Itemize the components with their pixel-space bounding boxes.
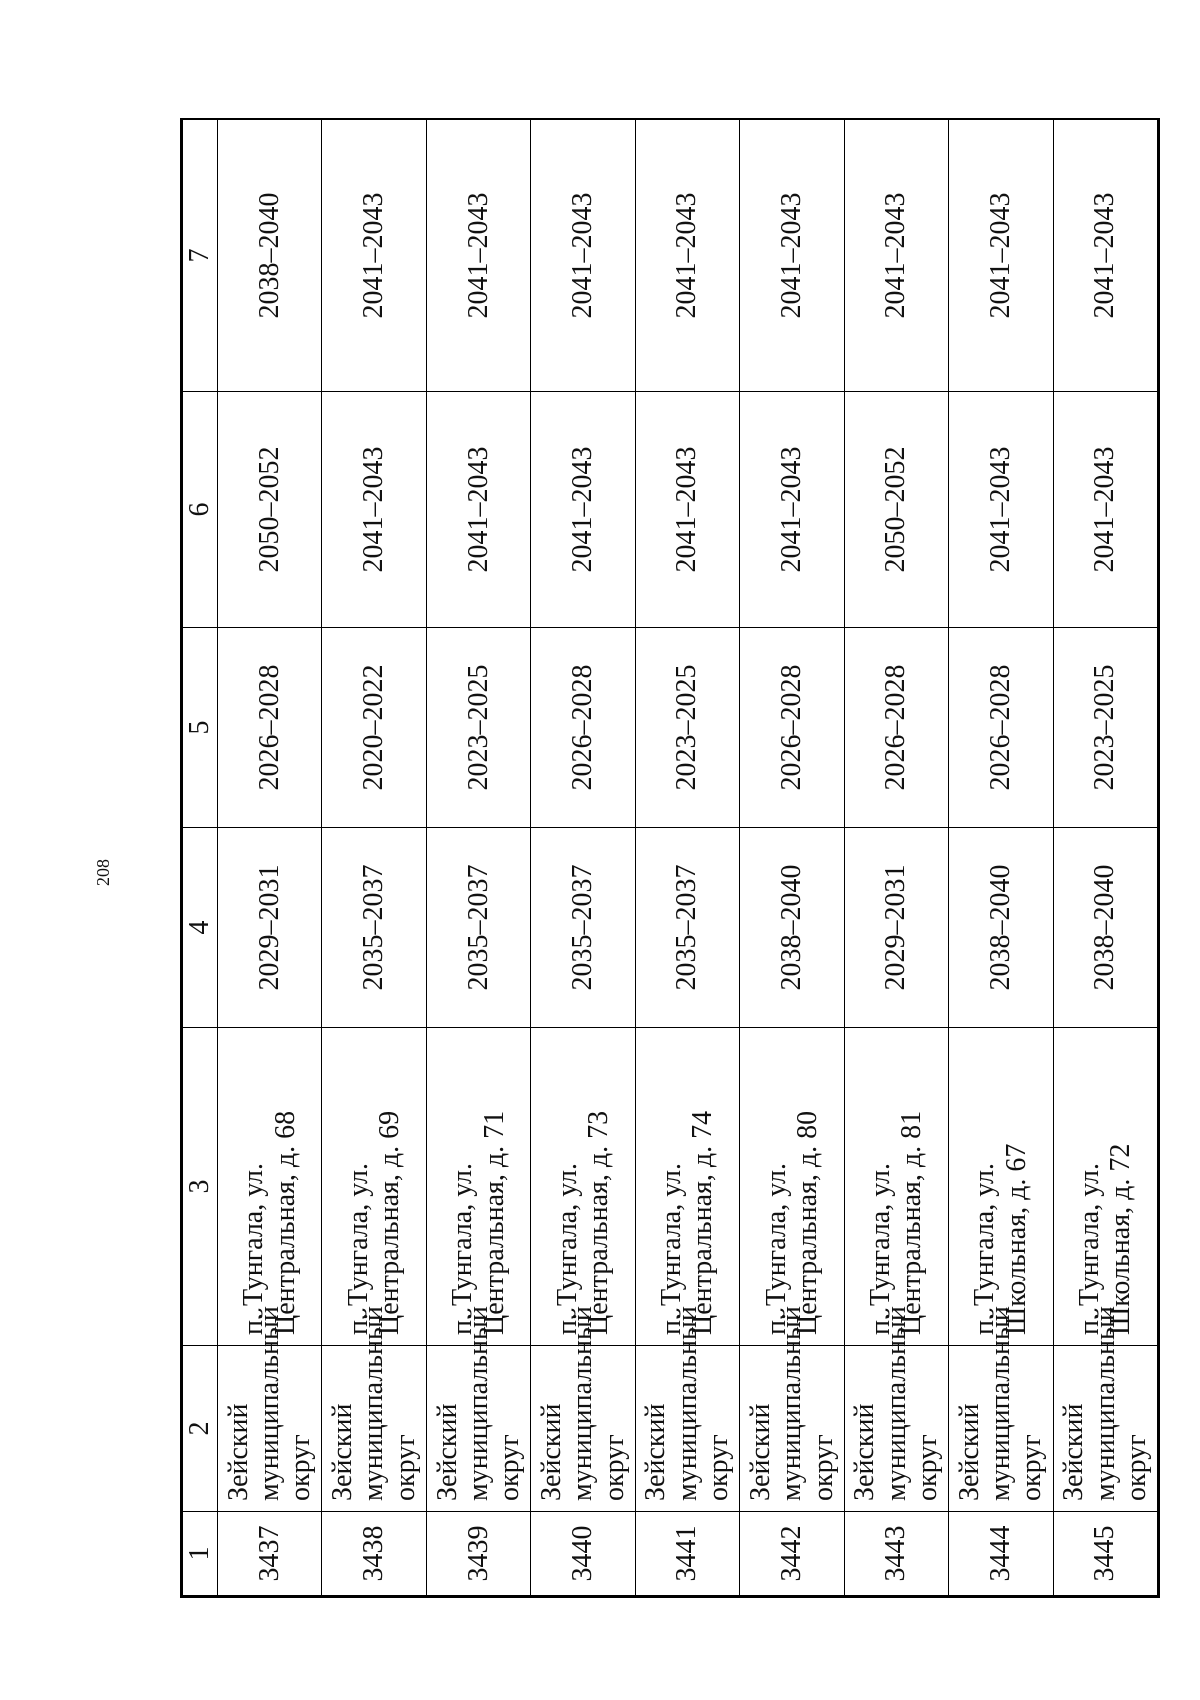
table-row [740,120,844,1596]
municipal-district: Зейский муниципальный округ [1053,1346,1158,1512]
row-number: 3441 [635,1512,739,1596]
period-col-7: 2041–2043 [1053,120,1158,392]
address: п. Тунгала, ул. Центральная, д. 68 [218,1028,322,1346]
schedule-table [182,119,1158,1596]
period-col-6: 2050–2052 [844,392,948,628]
period-col-4: 2035–2037 [426,828,530,1028]
column-header: 7 [183,120,218,392]
period-col-7: 2041–2043 [426,120,530,392]
period-col-5: 2023–2025 [635,628,739,828]
header-row [183,120,218,1596]
row-number: 3439 [426,1512,530,1596]
address: п. Тунгала, ул. Центральная, д. 69 [322,1028,426,1346]
period-col-7: 2041–2043 [740,120,844,392]
period-col-7: 2041–2043 [322,120,426,392]
period-col-6: 2041–2043 [1053,392,1158,628]
municipal-district: Зейский муниципальный округ [531,1346,635,1512]
period-col-4: 2035–2037 [531,828,635,1028]
address: п. Тунгала, ул. Центральная, д. 71 [426,1028,530,1346]
period-col-5: 2023–2025 [1053,628,1158,828]
column-header: 5 [183,628,218,828]
table-row [949,120,1053,1596]
period-col-6: 2041–2043 [426,392,530,628]
table-container [180,118,1160,1598]
column-header: 2 [183,1346,218,1512]
period-col-6: 2041–2043 [322,392,426,628]
period-col-6: 2050–2052 [218,392,322,628]
address: п. Тунгала, ул. Центральная, д. 81 [844,1028,948,1346]
period-col-4: 2038–2040 [740,828,844,1028]
address: п. Тунгала, ул. Центральная, д. 74 [635,1028,739,1346]
rotated-table-layer [182,120,1158,1596]
address: п. Тунгала, ул. Центральная, д. 80 [740,1028,844,1346]
period-col-7: 2041–2043 [635,120,739,392]
period-col-5: 2026–2028 [844,628,948,828]
table-body [218,120,1158,1596]
period-col-5: 2026–2028 [218,628,322,828]
period-col-5: 2020–2022 [322,628,426,828]
address: п. Тунгала, ул. Центральная, д. 73 [531,1028,635,1346]
period-col-7: 2041–2043 [949,120,1053,392]
municipal-district: Зейский муниципальный округ [218,1346,322,1512]
table-row [322,120,426,1596]
period-col-7: 2038–2040 [218,120,322,392]
address: п. Тунгала, ул. Школьная, д. 72 [1053,1028,1158,1346]
period-col-6: 2041–2043 [949,392,1053,628]
period-col-4: 2038–2040 [1053,828,1158,1028]
column-header: 6 [183,392,218,628]
column-header: 3 [183,1028,218,1346]
row-number: 3438 [322,1512,426,1596]
period-col-4: 2035–2037 [635,828,739,1028]
column-header: 1 [183,1512,218,1596]
row-number: 3440 [531,1512,635,1596]
table-row [218,120,322,1596]
table-row [531,120,635,1596]
table-row [1053,120,1158,1596]
period-col-4: 2038–2040 [949,828,1053,1028]
period-col-7: 2041–2043 [844,120,948,392]
municipal-district: Зейский муниципальный округ [635,1346,739,1512]
row-number: 3443 [844,1512,948,1596]
period-col-6: 2041–2043 [740,392,844,628]
column-header: 4 [183,828,218,1028]
period-col-5: 2026–2028 [531,628,635,828]
row-number: 3445 [1053,1512,1158,1596]
period-col-4: 2029–2031 [218,828,322,1028]
period-col-5: 2026–2028 [949,628,1053,828]
municipal-district: Зейский муниципальный округ [740,1346,844,1512]
municipal-district: Зейский муниципальный округ [426,1346,530,1512]
table-row [635,120,739,1596]
municipal-district: Зейский муниципальный округ [844,1346,948,1512]
row-number: 3437 [218,1512,322,1596]
period-col-6: 2041–2043 [531,392,635,628]
municipal-district: Зейский муниципальный округ [322,1346,426,1512]
period-col-5: 2026–2028 [740,628,844,828]
period-col-6: 2041–2043 [635,392,739,628]
period-col-7: 2041–2043 [531,120,635,392]
page-number: 208 [93,859,113,886]
period-col-5: 2023–2025 [426,628,530,828]
address: п. Тунгала, ул. Школьная, д. 67 [949,1028,1053,1346]
municipal-district: Зейский муниципальный округ [949,1346,1053,1512]
table-row [426,120,530,1596]
table-row [844,120,948,1596]
period-col-4: 2035–2037 [322,828,426,1028]
row-number: 3442 [740,1512,844,1596]
period-col-4: 2029–2031 [844,828,948,1028]
row-number: 3444 [949,1512,1053,1596]
